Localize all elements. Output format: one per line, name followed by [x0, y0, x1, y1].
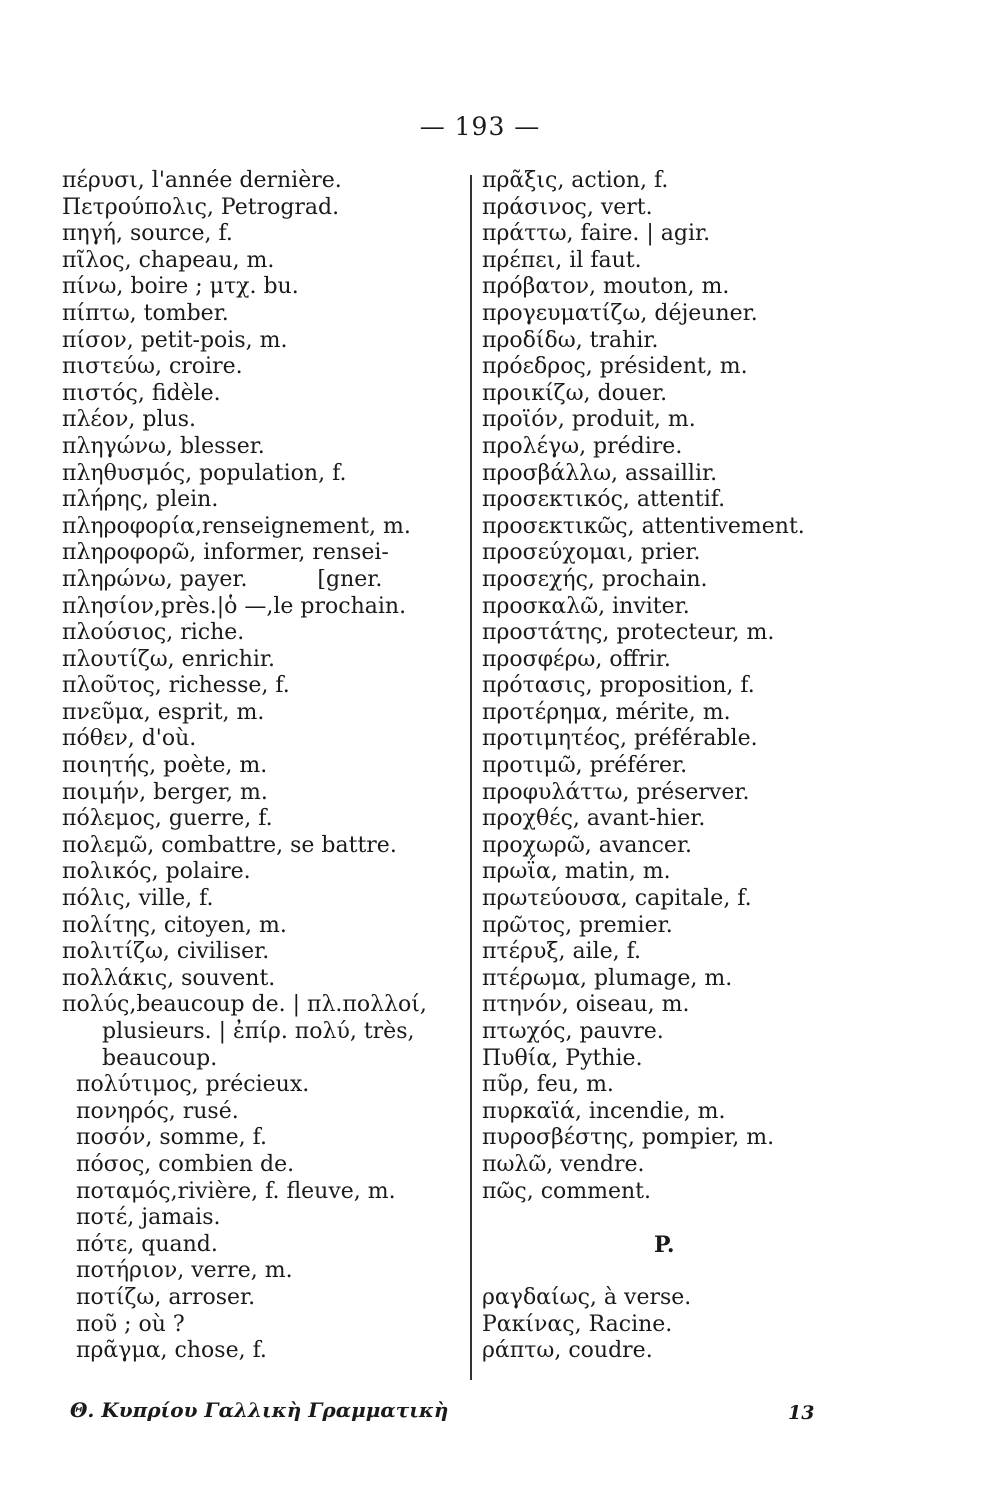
list-item: πνεῦμα, esprit, m. [62, 699, 265, 725]
list-item: Ρακίνας, Racine. [482, 1311, 673, 1337]
list-item: ποταμός,rivière, f. fleuve, m. [76, 1178, 396, 1204]
list-item: plusieurs. | ἐπίρ. πολύ, très, [102, 1019, 415, 1044]
list-item: πονηρός, rusé. [76, 1098, 239, 1124]
list-item: πυρκαϊά, incendie, m. [482, 1098, 726, 1124]
list-item: πολλάκις, souvent. [62, 965, 276, 991]
list-item: πόλις, ville, f. [62, 886, 214, 912]
list-item: πρόεδρος, président, m. [482, 354, 748, 380]
list-item: beaucoup. [102, 1045, 218, 1071]
list-item: ποιμήν, berger, m. [62, 779, 268, 805]
list-item: πρᾶγμα, chose, f. [76, 1338, 267, 1364]
list-item: πρότασις, proposition, f. [482, 673, 755, 699]
page-number: — 193 — [419, 112, 541, 141]
list-item: προτιμῶ, préférer. [482, 753, 688, 779]
list-item: προσεχής, prochain. [482, 566, 708, 592]
list-item: πίπτω, tomber. [62, 300, 229, 326]
list-item: πλησίον,près.|ὁ —,le prochain. [62, 593, 407, 619]
list-item: πῶς, comment. [482, 1178, 652, 1204]
list-item: προχωρῶ, avancer. [482, 832, 693, 858]
list-item: πολύτιμος, précieux. [76, 1072, 310, 1098]
list-item: πίσον, petit-pois, m. [62, 327, 288, 353]
list-item: προσεκτικός, attentif. [482, 487, 726, 513]
list-item: ποτίζω, arroser. [76, 1284, 256, 1310]
list-item: πράσινος, vert. [482, 194, 653, 220]
list-item: πληρώνω, payer. [gner. [62, 566, 383, 592]
list-item: ποτέ, jamais. [76, 1205, 221, 1231]
list-item: πόθεν, d'où. [62, 726, 197, 752]
list-item: πτωχός, pauvre. [482, 1019, 664, 1044]
list-item: πηγή, source, f. [62, 221, 233, 247]
list-item: πολίτης, citoyen, m. [62, 912, 287, 938]
list-item: πρωΐα, matin, m. [482, 859, 671, 885]
list-item: πῦρ, feu, m. [482, 1072, 614, 1098]
section-letter-rho: P. [654, 1231, 675, 1258]
list-item: Πετρούπολις, Petrograd. [62, 194, 340, 220]
column-divider [470, 175, 472, 1380]
footer-book-title: Θ. Κυπρίου Γαλλικὴ Γραμματικὴ [70, 1398, 449, 1422]
list-item: ποῦ ; où ? [76, 1311, 185, 1337]
list-item: πόσος, combien de. [76, 1151, 295, 1177]
list-item: προφυλάττω, préserver. [482, 779, 750, 805]
list-item: προδίδω, trahir. [482, 327, 659, 353]
footer-signature-mark: 13 [788, 1402, 815, 1424]
list-item: πολύς,beaucoup de. | πλ.πολλοί, [62, 992, 427, 1018]
list-item: προϊόν, produit, m. [482, 407, 696, 433]
list-item: πολεμῶ, combattre, se battre. [62, 832, 397, 858]
spacer [482, 1205, 882, 1232]
list-item: πωλῶ, vendre. [482, 1151, 645, 1177]
list-item: προτιμητέος, préférable. [482, 726, 758, 752]
list-item: πυροσβέστης, pompier, m. [482, 1125, 775, 1151]
list-item: πράττω, faire. | agir. [482, 221, 711, 247]
list-item: πλήρης, plein. [62, 487, 219, 513]
list-item: προσεύχομαι, prier. [482, 540, 701, 566]
list-item: πρωτεύουσα, capitale, f. [482, 886, 752, 912]
list-item: πέρυσι, l'année dernière. [62, 168, 342, 193]
list-item: πτέρωμα, plumage, m. [482, 965, 733, 991]
list-item: πῖλος, chapeau, m. [62, 247, 275, 273]
list-item: προσφέρω, offrir. [482, 646, 671, 672]
list-item: πολικός, polaire. [62, 859, 251, 885]
list-item: προχθές, avant-hier. [482, 806, 706, 832]
list-item: πλούσιος, riche. [62, 620, 245, 646]
list-item: πολιτίζω, civiliser. [62, 939, 270, 965]
list-item: ποσόν, somme, f. [76, 1125, 267, 1151]
right-column [482, 168, 882, 1365]
list-item: πόλεμος, guerre, f. [62, 806, 273, 832]
list-item: προσεκτικῶς, attentivement. [482, 513, 805, 539]
list-item: πτέρυξ, aile, f. [482, 939, 641, 965]
list-item: ποιητής, poète, m. [62, 753, 268, 779]
list-item: πιστός, fidèle. [62, 380, 221, 406]
list-item: πληθυσμός, population, f. [62, 460, 347, 486]
list-item: προστάτης, protecteur, m. [482, 620, 775, 646]
list-item: πληροφορία,renseignement, m. [62, 513, 411, 539]
left-column [62, 168, 457, 1365]
list-item: πληροφορῶ, informer, rensei- [62, 540, 389, 566]
list-item: ράπτω, coudre. [482, 1338, 653, 1364]
list-item: προλέγω, prédire. [482, 433, 683, 459]
list-item: πλοῦτος, richesse, f. [62, 673, 290, 699]
list-item: προγευματίζω, déjeuner. [482, 300, 758, 326]
list-item: Πυθία, Pythie. [482, 1045, 643, 1071]
list-item: προσβάλλω, assaillir. [482, 460, 718, 486]
list-item: πρῶτος, premier. [482, 912, 673, 938]
list-item: ραγδαίως, à verse. [482, 1284, 692, 1310]
list-item: πίνω, boire ; μτχ. bu. [62, 274, 299, 300]
list-item: πτηνόν, oiseau, m. [482, 992, 690, 1018]
list-item: πρόβατον, mouton, m. [482, 274, 730, 300]
list-item: προτέρημα, mérite, m. [482, 699, 731, 725]
list-item: πλέον, plus. [62, 407, 196, 433]
list-item: προικίζω, douer. [482, 380, 668, 406]
list-item: πλουτίζω, enrichir. [62, 646, 276, 672]
list-item: πρᾶξις, action, f. [482, 168, 669, 193]
list-item: πότε, quand. [76, 1231, 218, 1257]
list-item: πιστεύω, croire. [62, 354, 243, 380]
list-item: πρέπει, il faut. [482, 247, 642, 273]
list-item: προσκαλῶ, inviter. [482, 593, 690, 619]
list-item: ποτήριον, verre, m. [76, 1258, 293, 1284]
list-item: πληγώνω, blesser. [62, 433, 265, 459]
